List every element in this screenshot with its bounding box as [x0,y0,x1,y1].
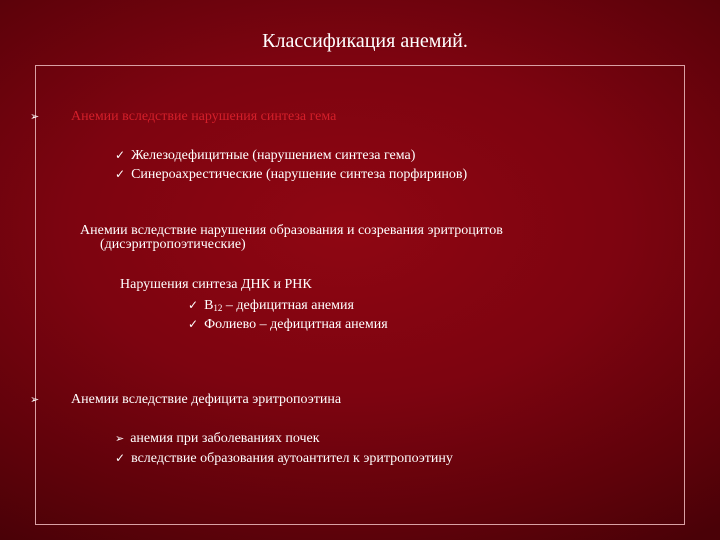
arrowhead-bullet-icon: ➢ [30,393,40,406]
section-1-heading: Анемии вследствие нарушения синтеза гема [71,109,337,124]
section-2-heading-line-2: (дисэритропоэтические) [100,237,246,252]
section-2-item-2-text: Фолиево – дефицитная анемия [204,317,388,332]
arrowhead-bullet-icon: ➢ [30,110,40,123]
section-3-item-2 [115,449,453,468]
section-1-item-2-text: Синероахрестические (нарушение синтеза порфиринов) [131,167,468,182]
section-2-subheading: Нарушения синтеза ДНК и РНК [120,277,312,292]
arrowhead-bullet-icon: ➢ [115,432,125,445]
checkmark-icon: ✓ [115,167,126,181]
section-3-item-1 [115,430,320,448]
checkmark-icon: ✓ [188,298,199,312]
section-1-item-1-text: Железодефицитные (нарушением синтеза гема) [131,148,416,163]
slide-title-text: Классификация анемий. [262,30,468,52]
section-2-item-1-prefix: В [204,298,214,313]
section-2-item-2 [188,315,388,334]
section-2-heading-line-1: Анемии вследствие нарушения образования и созревания эритроцитов [80,223,503,238]
checkmark-icon: ✓ [188,317,199,331]
section-2-item-1-subscript: 12 [213,303,223,313]
section-2-item-1-suffix: – дефицитная анемия [222,298,354,313]
section-1-item-1 [115,146,415,165]
section-1-item-2 [115,165,467,184]
checkmark-icon: ✓ [115,148,126,162]
section-3-heading: Анемии вследствие дефицита эритропоэтина [71,392,342,407]
checkmark-icon: ✓ [115,451,126,465]
slide-title [0,29,720,53]
section-2-item-1 [188,296,354,315]
section-3-item-1-text: анемия при заболеваниях почек [130,431,320,446]
section-3-item-2-text: вследствие образования аутоантител к эритропоэтину [131,451,453,466]
